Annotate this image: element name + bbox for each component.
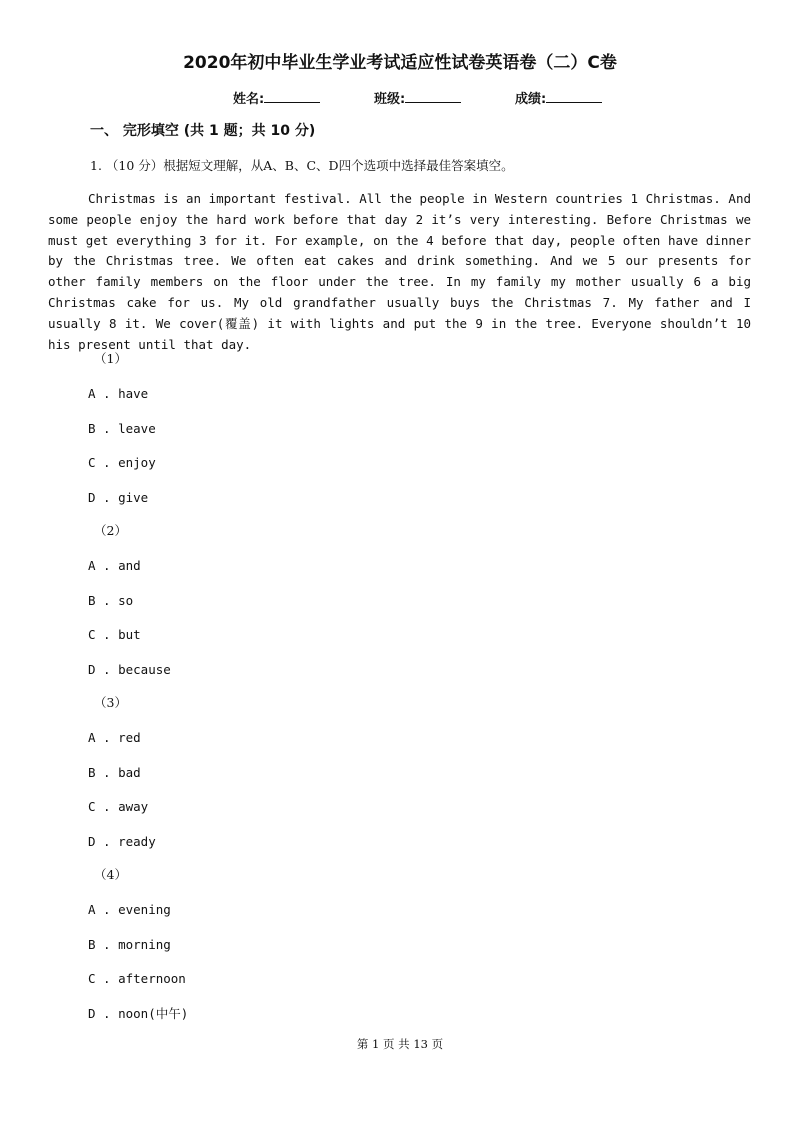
subquestion-number: （4） <box>94 867 127 882</box>
name-label: 姓名: <box>233 92 265 107</box>
subquestion-number: （1） <box>94 351 127 366</box>
class-label: 班级: <box>374 92 406 107</box>
option-a: A . and <box>88 558 141 573</box>
passage-text: Christmas is an important festival. All the people in Western countries 1 Christmas. And some people enjoy the hard work before that day 2 it’s very interesting. Before Christmas we must get everything 3 for it. For example, on the 4 before that day, people often have dinner by the Christmas tree. We often eat cakes and drink something. And we 5 our presents for other family members on the floor under the tree. In my family my mother usually 6 a big Christmas cake for us. My old grandfather usually buys the Christmas 7. My father and I usually 8 it. We cover(覆盖) it with lights and put the 9 in the tree. Everyone shouldn’t 10 his present until that day. <box>48 191 751 352</box>
score-label: 成绩: <box>515 92 547 107</box>
class-field <box>374 88 461 107</box>
score-field <box>515 88 602 107</box>
option-c: C . but <box>88 627 141 642</box>
option-d: D . ready <box>88 834 156 849</box>
option-b: B . morning <box>88 937 171 952</box>
option-c: C . enjoy <box>88 455 156 470</box>
option-c: C . away <box>88 799 149 814</box>
name-blank <box>264 90 320 103</box>
option-d: D . noon(中午) <box>88 1006 189 1021</box>
question-intro: 1. （10 分）根据短文理解，从A、B、C、D四个选项中选择最佳答案填空。 <box>90 158 514 173</box>
section-heading: 一、 完形填空 (共 1 题；共 10 分) <box>90 123 316 139</box>
option-a: A . have <box>88 386 149 401</box>
name-field <box>233 88 320 107</box>
class-blank <box>405 90 461 103</box>
option-d: D . because <box>88 662 171 677</box>
option-d: D . give <box>88 490 149 505</box>
option-a: A . evening <box>88 902 171 917</box>
option-c: C . afternoon <box>88 971 186 986</box>
page-title: 2020年初中毕业生学业考试适应性试卷英语卷（二）C卷 <box>183 53 617 73</box>
score-blank <box>546 90 602 103</box>
option-a: A . red <box>88 730 141 745</box>
subquestion-number: （3） <box>94 695 127 710</box>
option-b: B . bad <box>88 765 141 780</box>
option-b: B . leave <box>88 421 156 436</box>
page-footer: 第 1 页 共 13 页 <box>356 1037 444 1051</box>
subquestion-number: （2） <box>94 523 127 538</box>
option-b: B . so <box>88 593 134 608</box>
